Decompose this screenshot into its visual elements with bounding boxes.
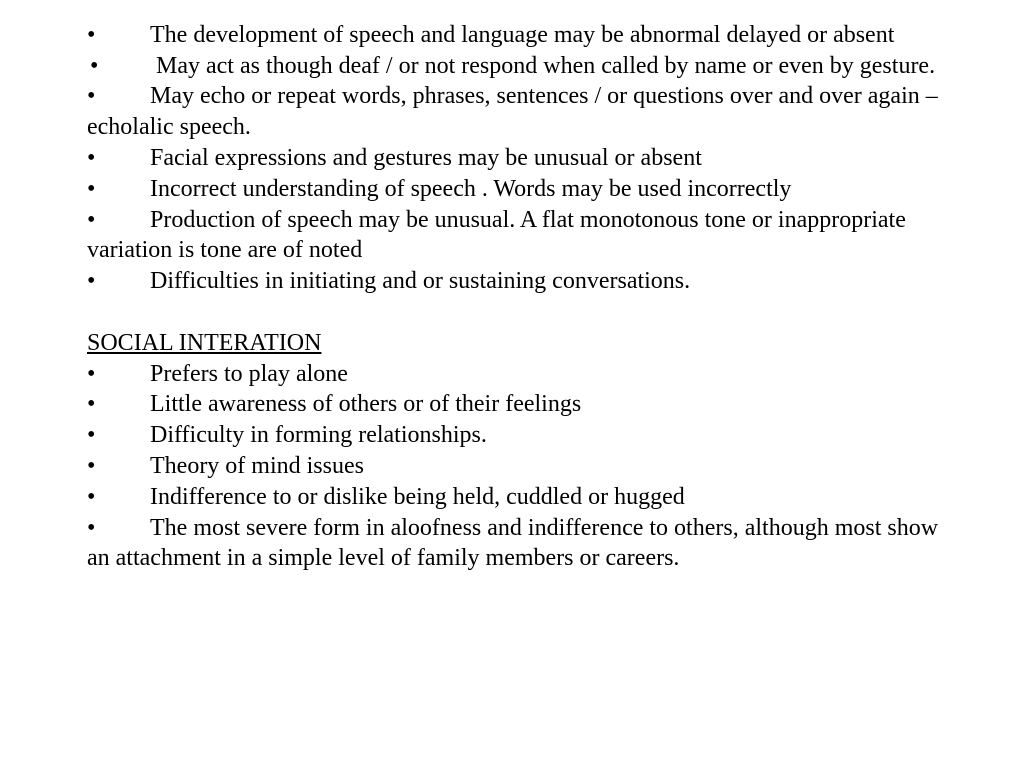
bullet-icon: • [87,268,96,295]
list-item [87,266,947,297]
cropped-top-line [87,0,947,20]
list-item [87,143,947,174]
list-item-text: Incorrect understanding of speech . Words may be used incorrectly [150,175,792,202]
list-item-text: The development of speech and language may be abnormal delayed or absent [150,21,895,48]
list-item [87,81,947,143]
bullet-icon: • [87,391,96,418]
list-item-text: Production of speech may be unusual. A flat monotonous tone or inappropriate variation is tone are of noted [87,206,906,264]
list-item [87,420,947,451]
section-heading: SOCIAL INTERATION [87,329,322,356]
list-item-text: Little awareness of others or of their feelings [150,391,582,418]
list-item [87,359,947,390]
list-item-text: Prefers to play alone [150,360,348,387]
list-item [87,513,947,575]
bullet-icon: • [87,422,96,449]
document-page [87,0,947,574]
bullet-icon: • [87,452,96,479]
list-item [87,20,947,51]
list-item-text: Facial expressions and gestures may be unusual or absent [150,144,702,171]
blank-line [87,297,947,328]
list-item [87,174,947,205]
list-item [87,205,947,267]
bullet-icon: • [87,83,96,110]
list-item-text: Indifference to or dislike being held, cuddled or hugged [150,483,685,510]
list-item-text: The most severe form in aloofness and indifference to others, although most show an attachment in a simple level of family members or careers. [87,514,939,572]
list-item-text: May act as though deaf / or not respond when called by name or even by gesture. [156,52,936,79]
bullet-icon: • [87,144,96,171]
list-item-text: Theory of mind issues [150,452,364,479]
list-item [87,482,947,513]
list-item-text: Difficulties in initiating and or sustaining conversations. [150,268,691,295]
bullet-icon: • [87,360,96,387]
bullet-icon: • [87,206,96,233]
list-item [87,51,947,82]
bullet-icon: • [87,21,96,48]
bullet-icon: • [87,514,96,541]
list-item [87,451,947,482]
list-item-text: Difficulty in forming relationships. [150,422,487,449]
list-item [87,389,947,420]
list-item-text: May echo or repeat words, phrases, sentences / or questions over and over again – echolalic speech. [87,83,938,141]
bullet-icon: • [87,483,96,510]
bullet-icon: • [90,52,99,79]
bullet-icon: • [87,175,96,202]
